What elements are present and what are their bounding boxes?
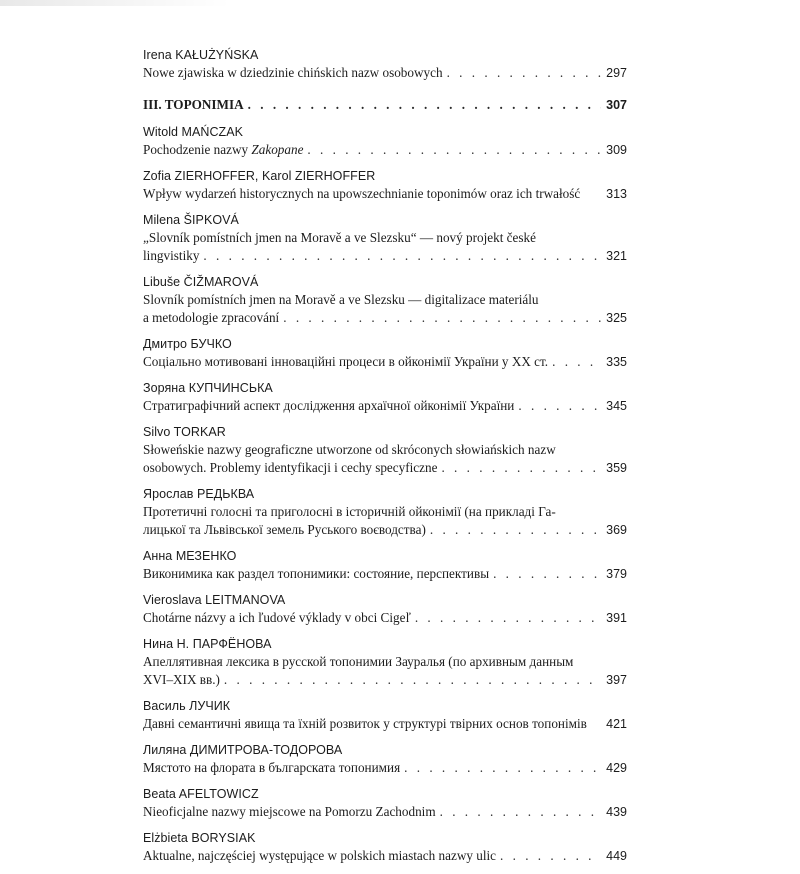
toc-title bbox=[143, 847, 627, 865]
toc-author: Milena ŠIPKOVÁ bbox=[143, 213, 239, 227]
page-number: 397 bbox=[606, 673, 627, 687]
table-of-contents bbox=[143, 47, 627, 874]
toc-title bbox=[143, 141, 627, 159]
leader-dots bbox=[441, 459, 601, 477]
toc-title bbox=[143, 96, 627, 114]
toc-author: Vieroslava LEITMANOVA bbox=[143, 593, 286, 607]
toc-entry bbox=[143, 336, 627, 371]
toc-author: Нина Н. ПАРФЁНОВА bbox=[143, 637, 272, 651]
toc-title-text: Мястото на флората в българската топонимия bbox=[143, 760, 401, 775]
leader-dots bbox=[224, 671, 601, 689]
toc-title-line: Протетичні голосні та приголосні в історичній ойконімії (на прикладі Га- bbox=[143, 504, 556, 519]
toc-title-text: Виконимика как раздел топонимики: состояние, перспективы bbox=[143, 566, 490, 581]
page-number: 449 bbox=[606, 849, 627, 863]
toc-title-line: Апеллятивная лексика в русской топонимии Зауралья (по архивным данным bbox=[143, 654, 574, 669]
toc-title-text: a metodologie zpracování bbox=[143, 310, 280, 325]
toc-title-last-line bbox=[143, 96, 627, 114]
toc-title bbox=[143, 353, 627, 371]
toc-title-last-line bbox=[143, 459, 627, 477]
toc-entry bbox=[143, 592, 627, 627]
toc-title-prefix: Pochodzenie nazwy bbox=[143, 142, 252, 157]
toc-title-last-line bbox=[143, 185, 627, 203]
page-number: 391 bbox=[606, 611, 627, 625]
page-number: 439 bbox=[606, 805, 627, 819]
toc-author: Зоряна КУПЧИНСЬКА bbox=[143, 381, 273, 395]
toc-title bbox=[143, 397, 627, 415]
toc-author: Elżbieta BORYSIAK bbox=[143, 831, 256, 845]
leader-dots bbox=[552, 353, 601, 371]
toc-title bbox=[143, 441, 627, 477]
toc-title-last-line bbox=[143, 397, 627, 415]
toc-author: Анна МЕЗЕНКО bbox=[143, 549, 237, 563]
toc-title-last-line bbox=[143, 565, 627, 583]
page-number: 309 bbox=[606, 143, 627, 157]
toc-title bbox=[143, 759, 627, 777]
toc-entry bbox=[143, 786, 627, 821]
toc-entry bbox=[143, 424, 627, 477]
leader-dots bbox=[440, 803, 602, 821]
toc-title-last-line bbox=[143, 309, 627, 327]
scan-edge-shadow bbox=[0, 0, 230, 6]
toc-title-text: Nowe zjawiska w dziedzinie chińskich nazw osobowych bbox=[143, 65, 443, 80]
toc-author: Irena KAŁUŻYŃSKA bbox=[143, 48, 259, 62]
toc-entry bbox=[143, 124, 627, 159]
leader-dots bbox=[415, 609, 601, 627]
leader-dots bbox=[248, 96, 602, 114]
toc-title-last-line bbox=[143, 353, 627, 371]
toc-author: Silvo TORKAR bbox=[143, 425, 226, 439]
page-number: 325 bbox=[606, 311, 627, 325]
toc-title bbox=[143, 565, 627, 583]
toc-title bbox=[143, 653, 627, 689]
toc-author: Василь ЛУЧИК bbox=[143, 699, 231, 713]
toc-title-text: osobowych. Problemy identyfikacji i cechy specyficzne bbox=[143, 460, 438, 475]
page-number: 429 bbox=[606, 761, 627, 775]
leader-dots bbox=[203, 247, 601, 265]
toc-title-last-line bbox=[143, 671, 627, 689]
toc-title-text: Давні семантичні явища та їхній розвиток у структурі твірних основ топонімів bbox=[143, 716, 587, 731]
toc-author: Libuše ČIŽMAROVÁ bbox=[143, 275, 259, 289]
page-number: 307 bbox=[606, 98, 627, 112]
toc-title-text: Соціально мотивовані інноваційні процеси в ойконімії України у XX ст. bbox=[143, 354, 549, 369]
page-number: 297 bbox=[606, 66, 627, 80]
leader-dots bbox=[493, 565, 601, 583]
toc-title bbox=[143, 609, 627, 627]
toc-title-last-line bbox=[143, 141, 627, 159]
toc-section-heading bbox=[143, 96, 627, 114]
toc-title-text: lingvistiky bbox=[143, 248, 200, 263]
toc-author: Дмитро БУЧКО bbox=[143, 337, 232, 351]
page-number: 359 bbox=[606, 461, 627, 475]
toc-title-text: Aktualne, najczęściej występujące w polskich miastach nazwy ulic bbox=[143, 848, 497, 863]
toc-title-text: XVI–XIX вв.) bbox=[143, 672, 220, 687]
toc-title-last-line bbox=[143, 715, 627, 733]
toc-title-line: Slovník pomístních jmen na Moravě a ve Slezsku — digitalizace materiálu bbox=[143, 292, 539, 307]
page-number: 345 bbox=[606, 399, 627, 413]
toc-entry bbox=[143, 486, 627, 539]
page-number: 369 bbox=[606, 523, 627, 537]
toc-entry bbox=[143, 274, 627, 327]
toc-title-text bbox=[143, 141, 303, 159]
toc-title-last-line bbox=[143, 64, 627, 82]
toc-title bbox=[143, 803, 627, 821]
toc-title-last-line bbox=[143, 803, 627, 821]
leader-dots bbox=[430, 521, 601, 539]
page-number: 313 bbox=[606, 187, 627, 201]
leader-dots bbox=[404, 759, 601, 777]
toc-title bbox=[143, 503, 627, 539]
toc-entry bbox=[143, 698, 627, 733]
toc-title-text: лицької та Львівської земель Руського воєводства) bbox=[143, 522, 426, 537]
toc-title-line: „Slovník pomístních jmen na Moravě a ve Slezsku“ — nový projekt české bbox=[143, 230, 536, 245]
page-number: 421 bbox=[606, 717, 627, 731]
toc-title bbox=[143, 64, 627, 82]
toc-entry bbox=[143, 212, 627, 265]
toc-title bbox=[143, 229, 627, 265]
page-number: 335 bbox=[606, 355, 627, 369]
toc-author: Witold MAŃCZAK bbox=[143, 125, 244, 139]
leader-dots bbox=[307, 141, 601, 159]
toc-title-text: Стратиграфічний аспект дослідження архаїчної ойконімії України bbox=[143, 398, 515, 413]
toc-title bbox=[143, 291, 627, 327]
toc-title-line: Słoweńskie nazwy geograficzne utworzone od skróconych słowiańskich nazw bbox=[143, 442, 556, 457]
toc-title bbox=[143, 715, 627, 733]
toc-author: Zofia ZIERHOFFER, Karol ZIERHOFFER bbox=[143, 169, 376, 183]
toc-entry bbox=[143, 636, 627, 689]
toc-title-italic: Zakopane bbox=[251, 142, 304, 157]
page-number: 379 bbox=[606, 567, 627, 581]
toc-entry bbox=[143, 168, 627, 203]
toc-title-text: Nieoficjalne nazwy miejscowe na Pomorzu Zachodnim bbox=[143, 804, 436, 819]
toc-entry bbox=[143, 47, 627, 82]
leader-dots bbox=[447, 64, 602, 82]
toc-title-last-line bbox=[143, 847, 627, 865]
leader-dots bbox=[518, 397, 601, 415]
toc-title-last-line bbox=[143, 521, 627, 539]
toc-entry bbox=[143, 548, 627, 583]
toc-entry bbox=[143, 380, 627, 415]
leader-dots bbox=[500, 847, 601, 865]
section-title: III. TOPONIMIA bbox=[143, 97, 244, 112]
toc-title-text: Wpływ wydarzeń historycznych na upowszechnianie toponimów oraz ich trwałość bbox=[143, 186, 581, 201]
toc-author: Ярослав РЕДЬКВА bbox=[143, 487, 255, 501]
toc-title-last-line bbox=[143, 609, 627, 627]
toc-title-text: Chotárne názvy a ich ľudové výklady v obci Cigeľ bbox=[143, 610, 411, 625]
toc-author: Лиляна ДИМИТРОВА-ТОДОРОВА bbox=[143, 743, 343, 757]
page-number: 321 bbox=[606, 249, 627, 263]
toc-title-last-line bbox=[143, 759, 627, 777]
toc-author: Beata AFELTOWICZ bbox=[143, 787, 259, 801]
leader-dots bbox=[283, 309, 601, 327]
toc-title bbox=[143, 185, 627, 203]
toc-entry bbox=[143, 742, 627, 777]
toc-entry bbox=[143, 830, 627, 865]
toc-title-last-line bbox=[143, 247, 627, 265]
